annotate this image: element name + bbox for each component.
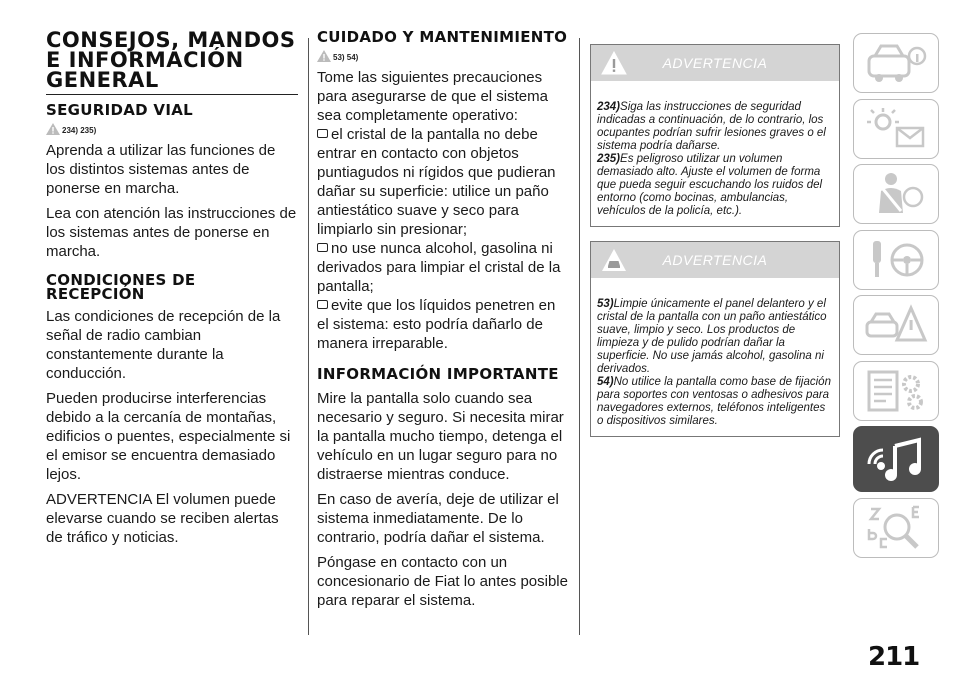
- column-divider: [308, 38, 309, 635]
- warning-text: Limpie únicamente el panel delantero y el cristal de la pantalla con un paño antiestático suave, limpio y seco. Los productos de limpieza y de pulido podrían dañar la superficie. No use jamás alcohol, gasolina ni derivados.: [597, 298, 827, 375]
- car-info-icon: [861, 38, 931, 88]
- warning-box-2: [590, 241, 840, 437]
- paragraph: Póngase en contacto con un concesionario de Fiat lo antes posible para reparar el sistema.: [317, 554, 568, 609]
- warning-title: ADVERTENCIA: [662, 252, 768, 268]
- section-title-important-info: INFORMACIÓN IMPORTANTE: [317, 365, 559, 383]
- paragraph: Mire la pantalla solo cuando sea necesario y seguro. Si necesita mirar la pantalla mucho tiempo, detenga el vehículo en un lugar seguro para no distraerse mientras conduce.: [317, 390, 564, 483]
- chapter-heading: CONSEJOS, MANDOS E INFORMACIÓN GENERAL: [46, 30, 298, 95]
- refs-text: 234) 235): [62, 126, 97, 135]
- seatbelt-airbag-icon: [861, 169, 931, 219]
- bullet-text: el cristal de la pantalla no debe entrar en contacto con objetos puntiagudos ni rígidos que pudieran dañar su superficie: utilice un paño antiestático suave y seco para limpiarlo sin presionar;: [317, 126, 556, 238]
- warning-refs: [46, 123, 298, 135]
- column-3: [590, 30, 840, 451]
- warning-header: [591, 45, 839, 81]
- section-title-maintenance: CUIDADO Y MANTENIMIENTO: [317, 28, 568, 46]
- bullet-icon: [317, 129, 328, 138]
- car-warning-icon: [601, 248, 627, 272]
- maintenance-intro: Tome las siguientes precauciones para asegurarse de que el sistema sea completamente operativo:: [317, 69, 548, 124]
- warning-triangle-icon: [46, 123, 60, 135]
- warning-triangle-icon: [317, 50, 331, 62]
- warning-content: [591, 81, 839, 226]
- bullet-item: [317, 239, 571, 296]
- bullet-text: evite que los líquidos penetren en el sistema: esto podría dañarlo de manera irreparable.: [317, 297, 556, 352]
- warning-box-1: [590, 44, 840, 227]
- section-title-reception: CONDICIONES DE RECEPCIÓN: [46, 271, 196, 303]
- warning-header: [591, 242, 839, 278]
- maintenance-gears-icon: [861, 366, 931, 416]
- tab-car-info[interactable]: [853, 33, 939, 93]
- alphabetical-index-icon: [861, 503, 931, 553]
- tab-emergency[interactable]: [853, 295, 939, 355]
- paragraph: En caso de avería, deje de utilizar el sistema inmediatamente. De lo contrario, podría dañar el sistema.: [317, 491, 559, 546]
- column-divider: [579, 38, 580, 635]
- tab-safety[interactable]: [853, 164, 939, 224]
- warning-ref: 234): [597, 101, 621, 113]
- warning-text: No utilice la pantalla como base de fijación para soportes con ventosas o adhesivos para navegadores externos, teléfonos inteligentes o dispositivos similares.: [597, 376, 831, 427]
- tab-maintenance[interactable]: [853, 361, 939, 421]
- column-1: [46, 30, 298, 553]
- warning-item: [597, 298, 833, 376]
- refs-text: 53) 54): [333, 53, 359, 62]
- section-title-road-safety: SEGURIDAD VIAL: [46, 101, 193, 119]
- tab-multimedia[interactable]: [853, 426, 939, 492]
- warning-ref: 235): [597, 153, 621, 165]
- bullet-icon: [317, 300, 328, 309]
- page-number: 211: [868, 642, 920, 672]
- multimedia-music-icon: [861, 434, 931, 484]
- bullet-text: no use nunca alcohol, gasolina ni derivados para limpiar el cristal de la pantalla;: [317, 240, 561, 295]
- column-2: [317, 30, 571, 616]
- warning-ref: 53): [597, 298, 614, 310]
- paragraph: ADVERTENCIA El volumen puede elevarse cuando se reciben alertas de tráfico y noticias.: [46, 491, 279, 546]
- warning-title: ADVERTENCIA: [662, 55, 768, 71]
- chapter-tabs: [853, 33, 939, 563]
- warning-ref: 54): [597, 376, 614, 388]
- paragraph: Las condiciones de recepción de la señal de radio cambian constantemente durante la conducción.: [46, 308, 281, 382]
- tab-dashboard-lights[interactable]: [853, 99, 939, 159]
- warning-triangle-icon: [601, 51, 627, 75]
- dashboard-lights-icon: [861, 104, 931, 154]
- warning-item: [597, 101, 833, 153]
- key-steering-wheel-icon: [861, 235, 931, 285]
- bullet-item: [317, 125, 571, 239]
- warning-content: [591, 278, 839, 436]
- paragraph: Aprenda a utilizar las funciones de los distintos sistemas antes de ponerse en marcha.: [46, 142, 276, 197]
- warning-text: Siga las instrucciones de seguridad indicadas a continuación, de lo contrario, los ocupantes podrían sufrir lesiones graves o el sistema podría dañarse.: [597, 101, 826, 152]
- warning-refs: [317, 50, 571, 62]
- warning-text: Es peligroso utilizar un volumen demasiado alto. Ajuste el volumen de forma que pueda seguir escuchando los ruidos del entorno (como bocinas, ambulancias, vehículos de la policía, etc.).: [597, 153, 823, 217]
- paragraph: Pueden producirse interferencias debido a la cercanía de montañas, edificios o puentes, especialmente si el emisor se encuentra demasiado lejos.: [46, 390, 291, 483]
- breakdown-warning-icon: [861, 300, 931, 350]
- tab-starting-driving[interactable]: [853, 230, 939, 290]
- warning-item: [597, 376, 833, 428]
- tab-index[interactable]: [853, 498, 939, 558]
- bullet-icon: [317, 243, 328, 252]
- paragraph: Lea con atención las instrucciones de los sistemas antes de ponerse en marcha.: [46, 205, 297, 260]
- bullet-item: [317, 296, 571, 353]
- warning-item: [597, 153, 833, 218]
